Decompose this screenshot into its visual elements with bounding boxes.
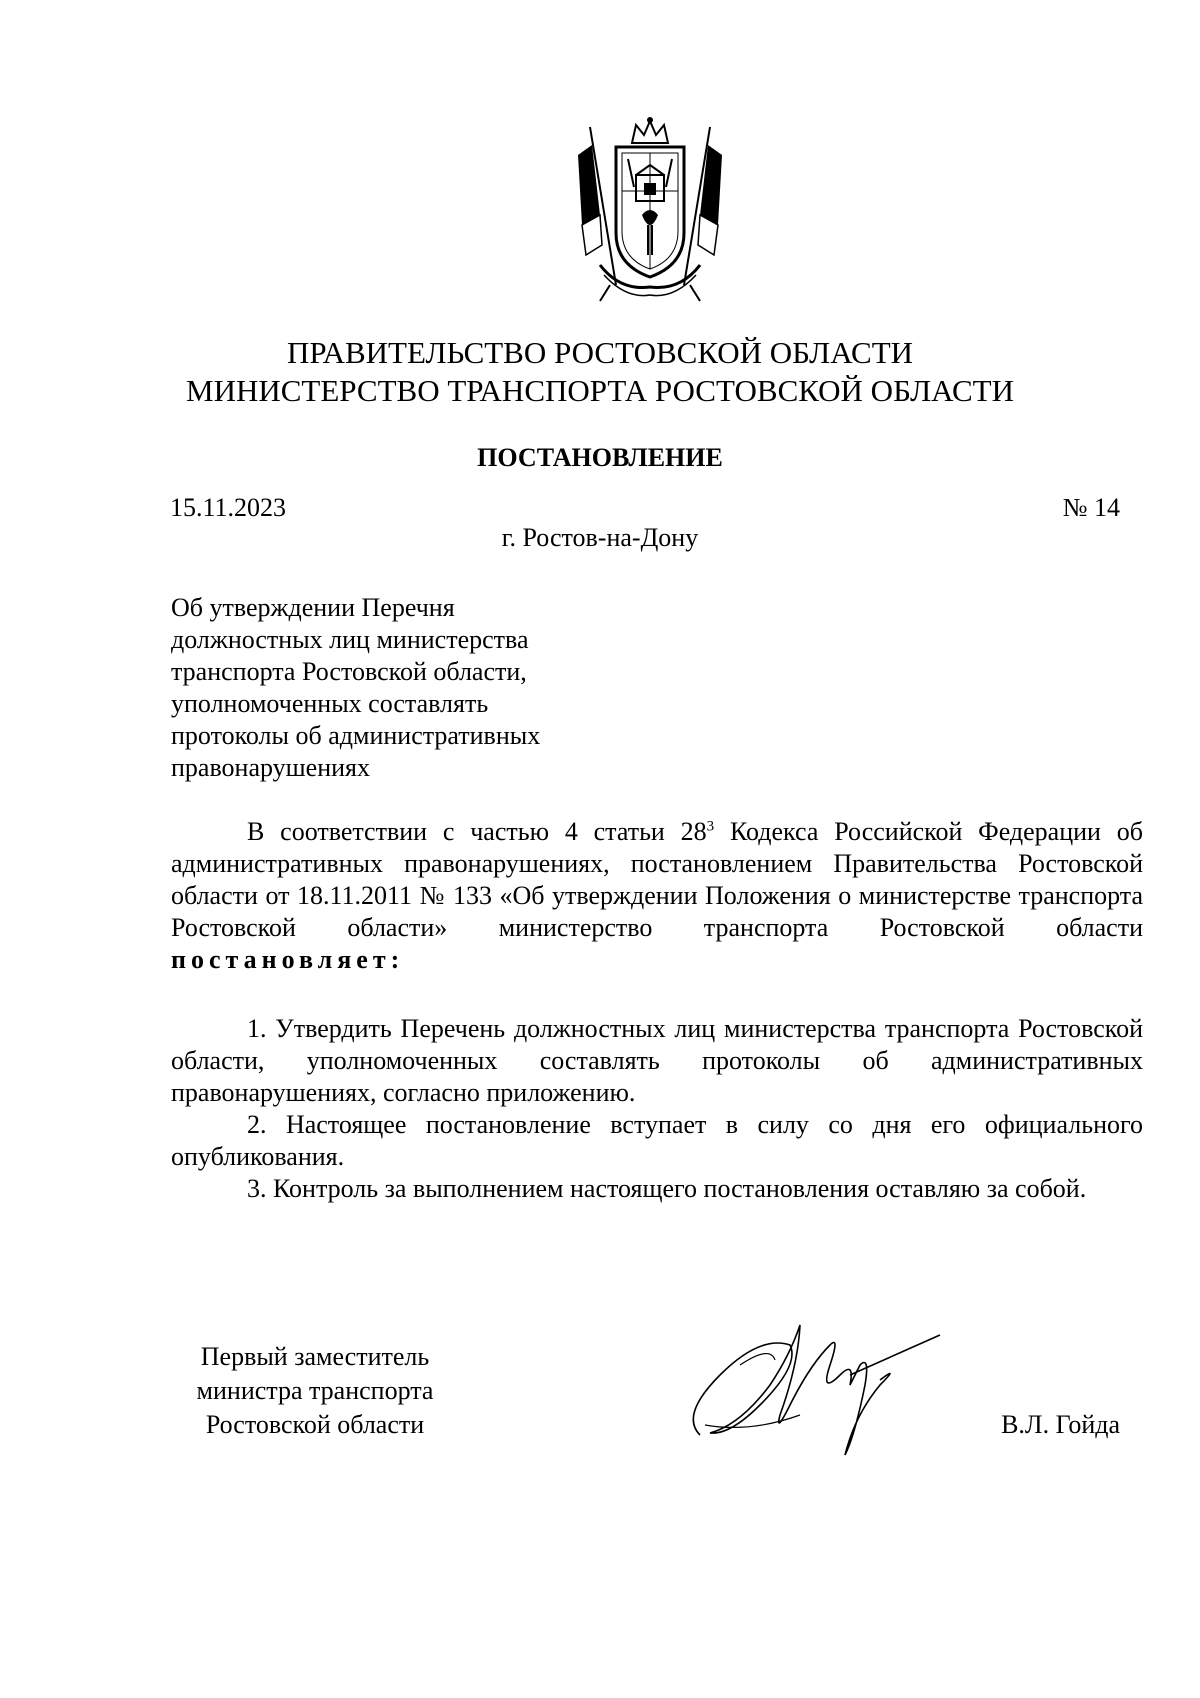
decree-items bbox=[171, 1013, 1143, 1205]
position-line: Ростовской области bbox=[205, 1410, 425, 1439]
decree-word: постановляет: bbox=[171, 945, 405, 974]
decree-item: 3. Контроль за выполнением настоящего постановления оставляю за собой. bbox=[247, 1174, 1087, 1203]
subject-line: правонарушениях bbox=[171, 753, 371, 782]
subject-line: протоколы об административных bbox=[171, 721, 541, 750]
decree-item: 2. Настоящее постановление вступает в силу со дня его официального опубликования. bbox=[171, 1110, 1143, 1171]
subject-line: должностных лиц министерства bbox=[171, 625, 529, 654]
subject-line: транспорта Ростовской области, bbox=[171, 657, 527, 686]
position-line: министра транспорта bbox=[196, 1376, 434, 1405]
coat-of-arms-icon bbox=[570, 115, 730, 305]
document-number: № 14 bbox=[1062, 493, 1120, 522]
document-type: ПОСТАНОВЛЕНИЕ bbox=[477, 443, 723, 472]
article-superscript: 3 bbox=[706, 818, 715, 835]
preamble-text-cont: Кодекса Российской Федерации об административных правонарушениях, постановлением Правительства Ростовской области от 18.11.2011 № 133 «Об утверждении Положения о министерстве транспорта Ростовской области» министерство транспорта Ростовской области bbox=[171, 817, 1144, 942]
ministry-title: МИНИСТЕРСТВО ТРАНСПОРТА РОСТОВСКОЙ ОБЛАСТИ bbox=[186, 373, 1014, 408]
position-line: Первый заместитель bbox=[200, 1342, 430, 1371]
document-date: 15.11.2023 bbox=[170, 493, 287, 522]
preamble-paragraph bbox=[171, 816, 1143, 976]
preamble-text: В соответствии с частью 4 статьи 28 bbox=[247, 817, 707, 846]
document-subject bbox=[171, 592, 611, 784]
signatory-position bbox=[170, 1340, 460, 1442]
subject-line: уполномоченных составлять bbox=[171, 689, 489, 718]
handwritten-signature bbox=[680, 1305, 950, 1465]
government-title: ПРАВИТЕЛЬСТВО РОСТОВСКОЙ ОБЛАСТИ bbox=[286, 335, 914, 370]
subject-line: Об утверждении Перечня bbox=[171, 593, 455, 622]
document-city: г. Ростов-на-Дону bbox=[501, 523, 699, 552]
decree-item: 1. Утвердить Перечень должностных лиц министерства транспорта Ростовской области, уполномоченных составлять протоколы об административных правонарушениях, согласно приложению. bbox=[171, 1014, 1143, 1107]
signatory-name: В.Л. Гойда bbox=[1001, 1410, 1120, 1439]
